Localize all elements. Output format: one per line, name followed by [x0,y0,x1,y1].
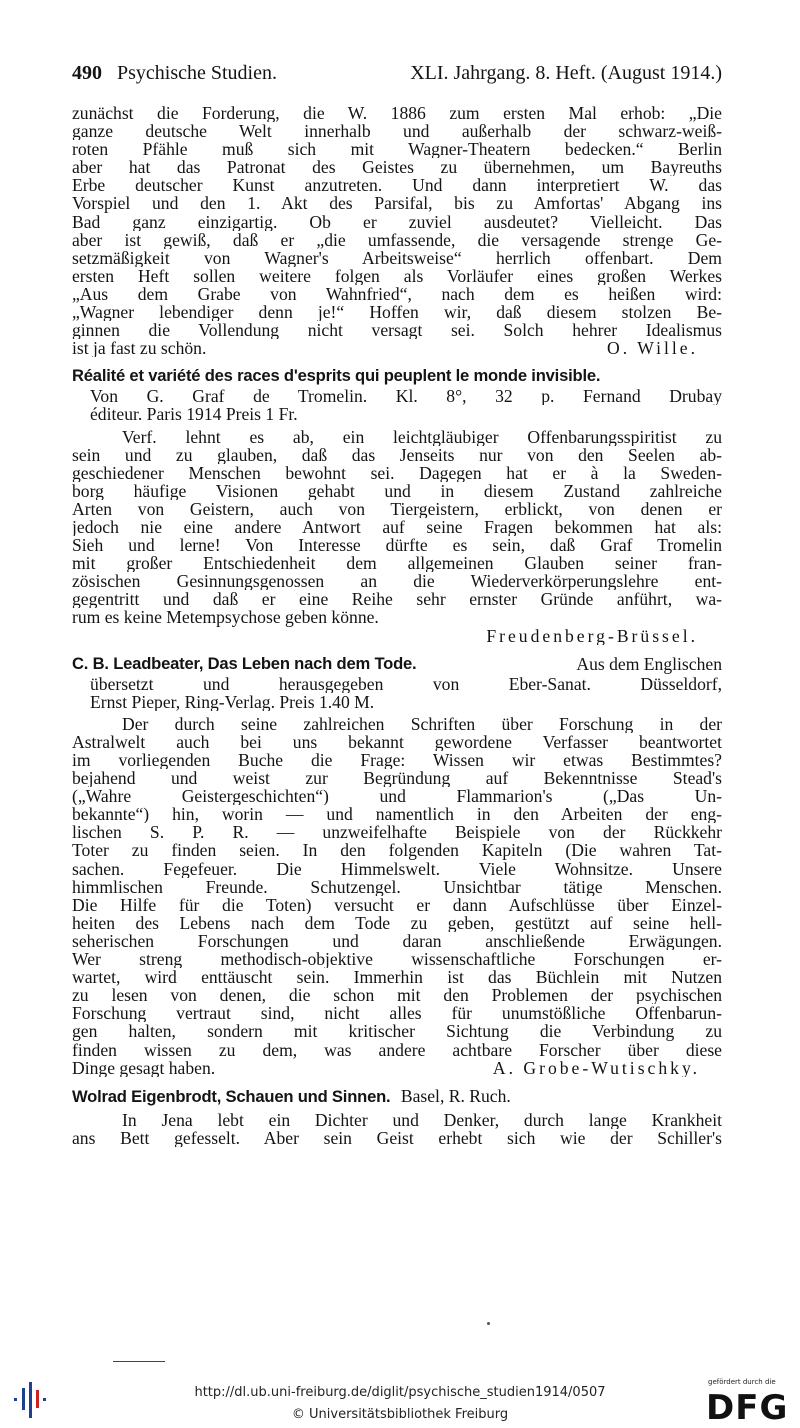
page-body [72,104,722,1147]
review-title-rest: Basel, R. Ruch. [400,1085,511,1106]
text-line: Erbe deutscher Kunst anzutreten. Und dann interpretiert W. das [72,176,722,195]
text-line: borg häufige Visionen gehabt und in diesem Zustand zahlreiche [72,481,722,500]
text-line: setzmäßigkeit von Wagner's Arbeitsweise“ herrlich offenbart. Dem [72,248,722,267]
text-line: Der durch seine zahlreichen Schriften über Forschung in der [122,714,722,733]
text-line: wartet, wird enttäuscht sein. Immerhin ist das Büchlein mit Nutzen [72,968,722,987]
review-meta-line: Ernst Pieper, Ring-Verlag. Preis 1.40 M. [90,692,375,711]
text-line: ginnen die Vollendung nicht versagt sei. Solch hehrer Idealismus [72,321,722,340]
review-wille [72,104,722,357]
review-title: C. B. Leadbeater, Das Leben nach dem Tode. [72,653,417,673]
reviewer-signature: Freudenberg-Brüssel. [486,626,698,645]
review-meta-line: éditeur. Paris 1914 Preis 1 Fr. [90,405,298,424]
text-line-with-signature [72,339,722,357]
footnote-rule [113,1361,165,1362]
text-line: Wer streng methodisch-objektive wissenschaftliche Forschungen er- [72,950,722,969]
page-number: 490 [72,62,102,84]
text-line-end: Dinge gesagt haben. [72,1058,216,1077]
review-title: Réalité et variété des races d'esprits qui peuplent le monde invisible. [72,366,601,386]
text-line: aber hat das Patronat des Geistes zu übernehmen, um Bayreuths [72,158,722,177]
text-line: In Jena lebt ein Dichter und Denker, durch lange Krankheit [122,1110,722,1129]
text-line-end: ist ja fast zu schön. [72,339,207,358]
text-line: ganze deutsche Welt innerhalb und außerhalb der schwarz-weiß- [72,122,722,141]
text-line: gegentritt und daß er eine Reihe sehr ernster Gründe anführt, wa- [72,590,722,609]
text-line: bejahend und weist zur Begründung auf Bekenntnisse Stead's [72,769,722,788]
text-line: Arten von Geistern, auch von Tiergeistern, erblickt, von denen er [72,499,722,518]
scan-speck [487,1322,490,1325]
review-heading [72,655,722,675]
text-line: finden wissen zu dem, was andere achtbare Forscher über diese [72,1040,722,1059]
text-line: zunächst die Forderung, die W. 1886 zum ersten Mal erhob: „Die [72,104,722,123]
text-line: sachen. Fegefeuer. Die Himmelswelt. Viele Wohnsitze. Unsere [72,859,722,878]
review-title-rest: Aus dem Englischen [576,653,722,674]
dfg-logo: DFG [706,1388,789,1428]
text-line: seherischen Forschungen und daran anschließende Erwägungen. [72,931,722,951]
text-line: rum es keine Metempsychose geben könne. [72,608,379,627]
text-line: Verf. lehnt es ab, ein leichtgläubiger Offenbarungsspiritist zu [122,427,722,446]
text-line: heiten des Lebens nach dem Tode zu geben, gestützt auf seine hell- [72,913,722,932]
text-line: gen halten, sondern mit kritischer Sichtung die Verbindung zu [72,1022,722,1041]
review-meta-line: Von G. Graf de Tromelin. Kl. 8°, 32 p. Fernand Drubay [90,387,722,406]
text-line: Forschung vertraut sind, nicht alles für unumstößliche Offenbarun- [72,1004,722,1023]
text-line: „Aus dem Grabe von Wahnfried“, nach dem es heißen wird: [72,284,722,304]
reviewer-signature: O. Wille. [607,339,698,358]
text-line: Vorspiel und den 1. Akt des Parsifal, bis zu Amfortas' Abgang ins [72,194,722,213]
dfg-tagline: gefördert durch die [708,1378,776,1386]
text-line: zösischen Gesinnungsgenossen an die Wiederverkörperungslehre ent- [72,572,722,591]
review-leadbeater [72,655,722,1077]
journal-name: Psychische Studien. [117,62,277,84]
text-line: ersten Heft sollen weitere folgen als Vorläufer eines großen Werkes [72,266,722,285]
reviewer-signature: A. Grobe-Wutischky. [492,1058,700,1077]
text-line: Toter zu finden seien. In den folgenden Kapiteln (Die wahren Tat- [72,841,722,860]
text-line: zu lesen von denen, die schon mit den Problemen der psychischen [72,986,722,1005]
text-line: mit großer Entschiedenheit dem allgemeinen Glauben seiner fran- [72,554,722,573]
text-line: bekannte“) hin, worin — und namentlich in den Arbeiten der eng- [72,805,722,824]
review-tromelin [72,367,722,644]
text-line: „Wagner lebendiger denn je!“ Hoffen wir, daß diesem stolzen Be- [72,303,722,322]
review-heading [72,1087,722,1107]
text-line: („Wahre Geistergeschichten“) und Flammarion's („Das Un- [72,787,722,806]
text-line: ans Bett gefesselt. Aber sein Geist erhebt sich wie der Schiller's [72,1128,722,1147]
text-line: Sieh und lerne! Von Interesse dürfte es sein, daß Graf Tromelin [72,536,722,555]
text-line: im vorliegenden Buche die Frage: Wissen wir etwas Bestimmtes? [72,751,722,770]
text-line: Astralwelt auch bei uns bekannt gewordene Verfasser beantwortet [72,732,722,751]
text-line: lischen S. P. R. — unzweifelhafte Beispiele von der Rückkehr [72,823,722,842]
text-line: roten Pfähle muß sich mit Wagner-Theatern bedecken.“ Berlin [72,140,722,159]
text-line: Die Hilfe für die Toten) versucht er dann Aufschlüsse über Einzel- [72,895,722,914]
text-line-with-signature [72,1059,722,1077]
review-eigenbrodt [72,1087,722,1147]
text-line: geschiedener Menschen bewohnt sei. Dagegen hat er à la Sweden- [72,463,722,482]
running-header [72,62,722,85]
text-line: himmlischen Freunde. Schutzengel. Unsichtbar tätige Menschen. [72,877,722,896]
text-line: Bad ganz einzigartig. Ob er zuviel ausdeutet? Vielleicht. Das [72,212,722,231]
text-line: jedoch nie eine andere Antwort auf seine Fragen bekommen hat als: [72,517,722,537]
volume-info: XLI. Jahrgang. 8. Heft. (August 1914.) [410,62,722,84]
review-title: Wolrad Eigenbrodt, Schauen und Sinnen. [72,1086,391,1106]
source-url-link[interactable]: http://dl.ub.uni-freiburg.de/diglit/psychische_studien1914/0507 [194,1385,606,1400]
text-line: sein und zu glauben, daß das Jenseits nur von den Seelen ab- [72,445,722,464]
text-line: aber ist gewiß, daß er „die umfassende, die versagende strenge Ge- [72,230,722,249]
review-meta-line: übersetzt und herausgegeben von Eber-Sanat. Düsseldorf, [90,674,722,693]
copyright-notice: © Universitätsbibliothek Freiburg [291,1407,509,1422]
